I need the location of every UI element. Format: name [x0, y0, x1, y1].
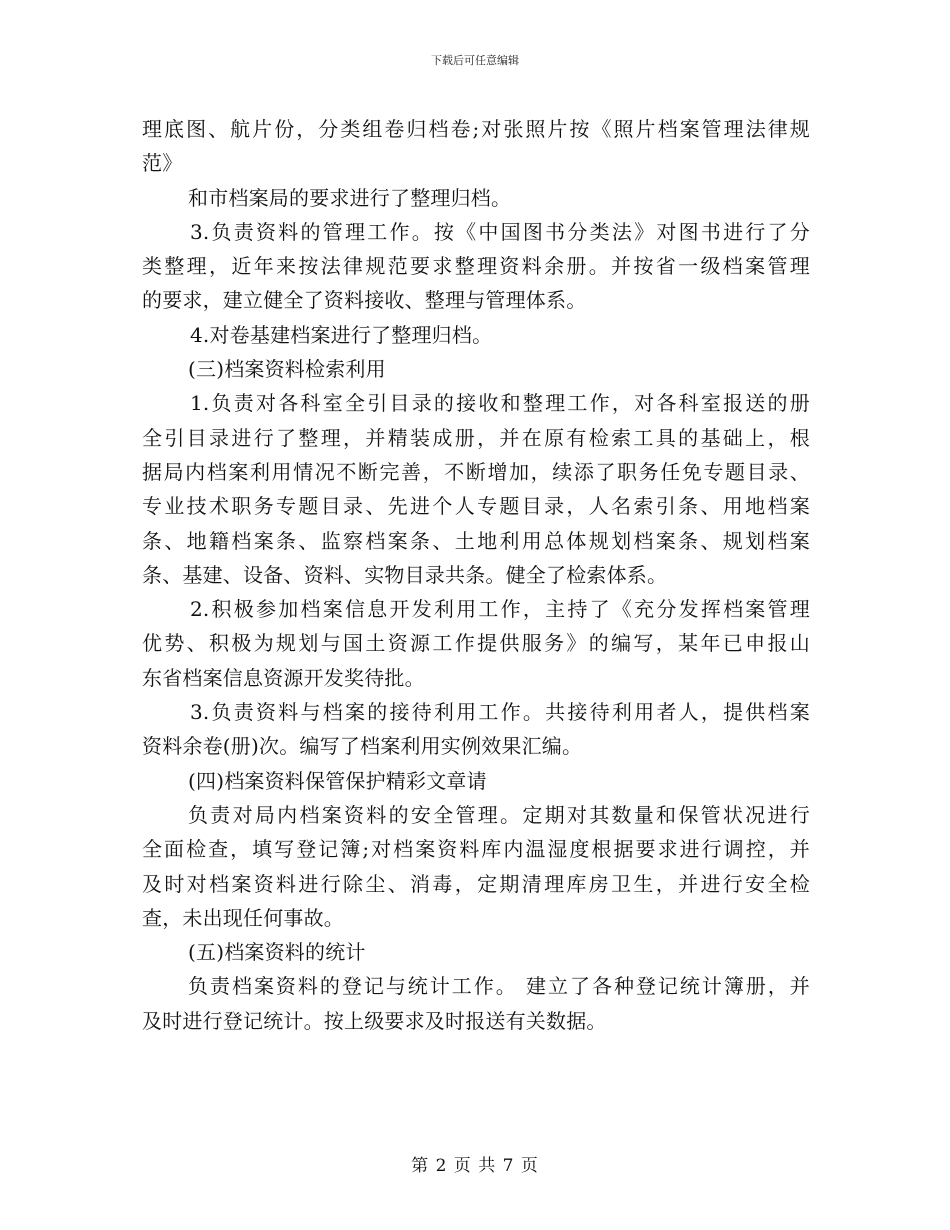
text-line: 和市档案局的要求进行了整理归档。 — [188, 185, 512, 210]
text-line: 理底图、航片份，分类组卷归档卷;对张照片按《照片档案管理法律规 — [142, 117, 810, 141]
text-line: 专业技术职务专题目录、先进个人专题目录，人名索引条、用地档案 — [142, 494, 810, 519]
text-line: (五)档案资料的统计 — [188, 940, 366, 965]
text-line: 条、基建、设备、资料、实物目录共条。健全了检索体系。 — [142, 562, 668, 587]
text-line: 3.负责资料与档案的接待利用工作。共接待利用者人，提供档案 — [190, 700, 810, 725]
text-line: 负责对局内档案资料的安全管理。定期对其数量和保管状况进行 — [188, 802, 810, 827]
text-line: 资料余卷(册)次。编写了档案利用实例效果汇编。 — [142, 734, 583, 759]
text-line: 优势、积极为规划与国土资源工作提供服务》的编写，某年已申报山 — [142, 631, 810, 656]
text-line: 3.负责资料的管理工作。按《中国图书分类法》对图书进行了分 — [190, 219, 810, 244]
text-line: 负责档案资料的登记与统计工作。 建立了各种登记统计簿册，并 — [188, 974, 810, 999]
text-line: 的要求，建立健全了资料接收、整理与管理体系。 — [142, 288, 587, 313]
text-line: 2.积极参加档案信息开发利用工作，主持了《充分发挥档案管理 — [190, 597, 810, 622]
text-line: 查，未出现任何事故。 — [142, 905, 344, 930]
page-number-footer: 第 2 页 共 7 页 — [411, 1156, 539, 1176]
text-line: 范》 — [142, 151, 183, 176]
text-line: 东省档案信息资源开发奖待批。 — [142, 665, 425, 690]
text-line: 4.对卷基建档案进行了整理归档。 — [190, 322, 493, 347]
text-line: 及时进行登记统计。按上级要求及时报送有关数据。 — [142, 1008, 607, 1033]
text-line: 1.负责对各科室全引目录的接收和整理工作，对各科室报送的册 — [190, 391, 810, 416]
text-line: (三)档案资料检索利用 — [188, 357, 386, 382]
document-body — [142, 112, 810, 1038]
page-header: 下载后可任意编辑 — [431, 54, 519, 67]
text-line: 据局内档案利用情况不断完善，不断增加，续添了职务任免专题目录、 — [142, 459, 810, 484]
text-line: 全面检查，填写登记簿;对档案资料库内温湿度根据要求进行调控，并 — [142, 837, 810, 862]
text-line: 条、地籍档案条、监察档案条、土地利用总体规划档案条、规划档案 — [142, 528, 810, 553]
text-line: (四)档案资料保管保护精彩文章请 — [188, 768, 487, 793]
text-line: 类整理，近年来按法律规范要求整理资料余册。并按省一级档案管理 — [142, 254, 810, 279]
text-line: 及时对档案资料进行除尘、消毒，定期清理库房卫生，并进行安全检 — [142, 871, 810, 896]
text-line: 全引目录进行了整理，并精装成册，并在原有检索工具的基础上，根 — [142, 425, 810, 450]
